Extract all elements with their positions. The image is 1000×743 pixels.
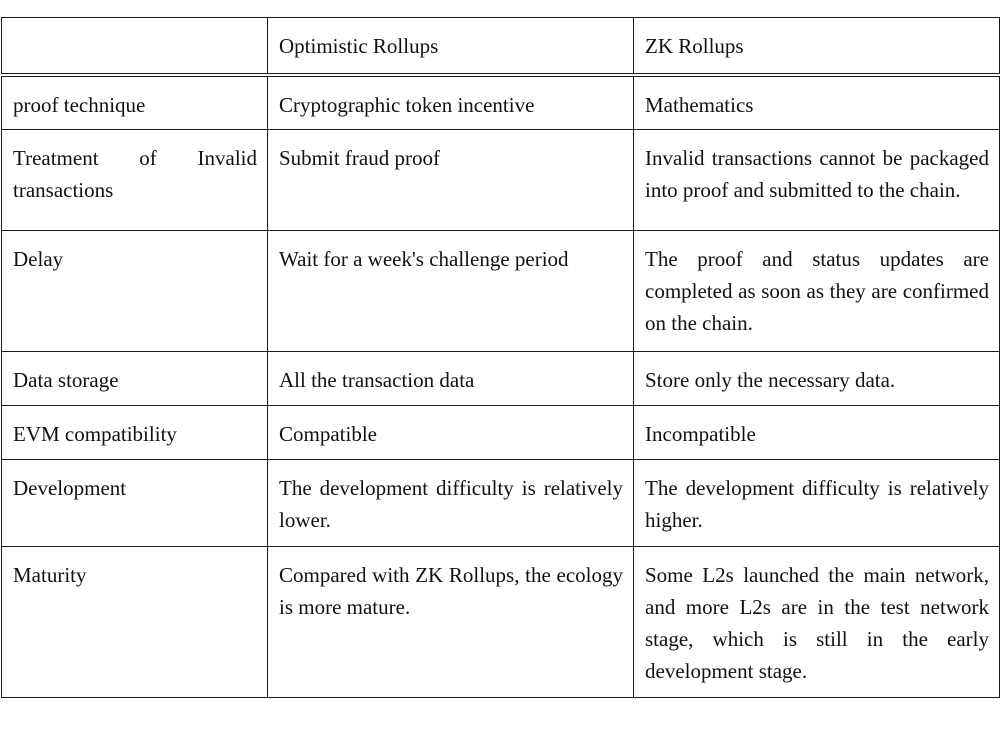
- comparison-table-container: [1, 17, 999, 698]
- optimistic-cell: Submit fraud proof: [268, 130, 634, 231]
- table-row-data-storage: [2, 352, 1000, 406]
- optimistic-cell: Compared with ZK Rollups, the ecology is more mature.: [268, 547, 634, 698]
- header-cell-zk-rollups: ZK Rollups: [634, 18, 1000, 76]
- optimistic-cell: Wait for a week's challenge period: [268, 231, 634, 352]
- optimistic-cell: All the transaction data: [268, 352, 634, 406]
- table-row-proof-technique: [2, 75, 1000, 130]
- zk-cell: Invalid transactions cannot be packaged into proof and submitted to the chain.: [634, 130, 1000, 231]
- zk-cell: The proof and status updates are completed as soon as they are confirmed on the chain.: [634, 231, 1000, 352]
- zk-cell: Incompatible: [634, 406, 1000, 460]
- zk-cell: Some L2s launched the main network, and more L2s are in the test network stage, which is still in the early development stage.: [634, 547, 1000, 698]
- table-row-maturity: [2, 547, 1000, 698]
- zk-cell: Store only the necessary data.: [634, 352, 1000, 406]
- optimistic-cell: The development difficulty is relatively lower.: [268, 460, 634, 547]
- table-row-delay: [2, 231, 1000, 352]
- table-header-row: [2, 18, 1000, 76]
- feature-cell: Maturity: [2, 547, 268, 698]
- rollups-comparison-table: [1, 17, 1000, 698]
- table-row-invalid-transactions: [2, 130, 1000, 231]
- feature-cell: Data storage: [2, 352, 268, 406]
- feature-cell: proof technique: [2, 75, 268, 130]
- optimistic-cell: Compatible: [268, 406, 634, 460]
- header-cell-feature: [2, 18, 268, 76]
- header-cell-optimistic-rollups: Optimistic Rollups: [268, 18, 634, 76]
- table-row-development: [2, 460, 1000, 547]
- feature-cell: EVM compatibility: [2, 406, 268, 460]
- feature-cell: Delay: [2, 231, 268, 352]
- optimistic-cell: Cryptographic token incentive: [268, 75, 634, 130]
- zk-cell: Mathematics: [634, 75, 1000, 130]
- feature-cell: Development: [2, 460, 268, 547]
- feature-cell: Treatment of Invalid transactions: [2, 130, 268, 231]
- zk-cell: The development difficulty is relatively higher.: [634, 460, 1000, 547]
- table-row-evm-compatibility: [2, 406, 1000, 460]
